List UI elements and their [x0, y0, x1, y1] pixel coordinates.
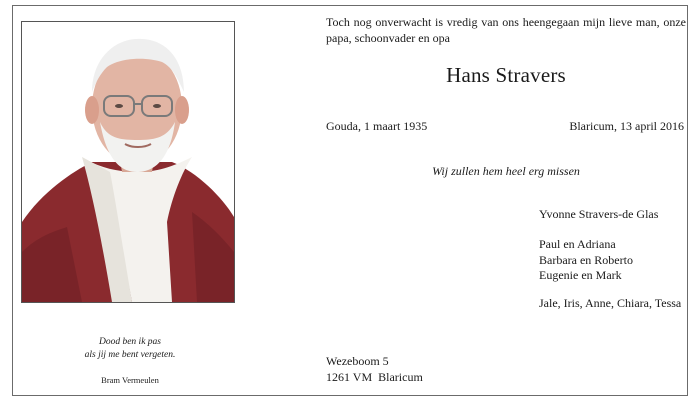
death-info: Blaricum, 13 april 2016	[569, 119, 684, 133]
address-city: 1261 VM Blaricum	[326, 370, 423, 384]
family-children	[539, 237, 633, 284]
address-block	[326, 353, 423, 385]
quote-line-2: als jij me bent vergeten.	[84, 350, 176, 360]
quote-line-1: Dood ben ik pas	[98, 337, 161, 347]
portrait-photo	[21, 21, 235, 303]
memorial-quote	[40, 336, 220, 362]
family-spouse: Yvonne Stravers-de Glas	[539, 207, 659, 221]
family-grandchildren: Jale, Iris, Anne, Chiara, Tessa	[539, 296, 682, 310]
family-child: Paul en Adriana	[539, 237, 616, 251]
farewell-line: Wij zullen hem heel erg missen	[432, 164, 580, 178]
birth-info: Gouda, 1 maart 1935	[326, 119, 428, 133]
quote-author: Bram Vermeulen	[101, 375, 159, 385]
announcement-text: Toch nog onverwacht is vredig van ons heengegaan mijn lieve man, onze papa, schoonvader en opa	[326, 15, 686, 45]
deceased-name: Hans Stravers	[446, 63, 566, 87]
family-child: Barbara en Roberto	[539, 252, 633, 267]
address-street: Wezeboom 5	[326, 354, 389, 368]
family-child: Eugenie en Mark	[539, 268, 622, 282]
